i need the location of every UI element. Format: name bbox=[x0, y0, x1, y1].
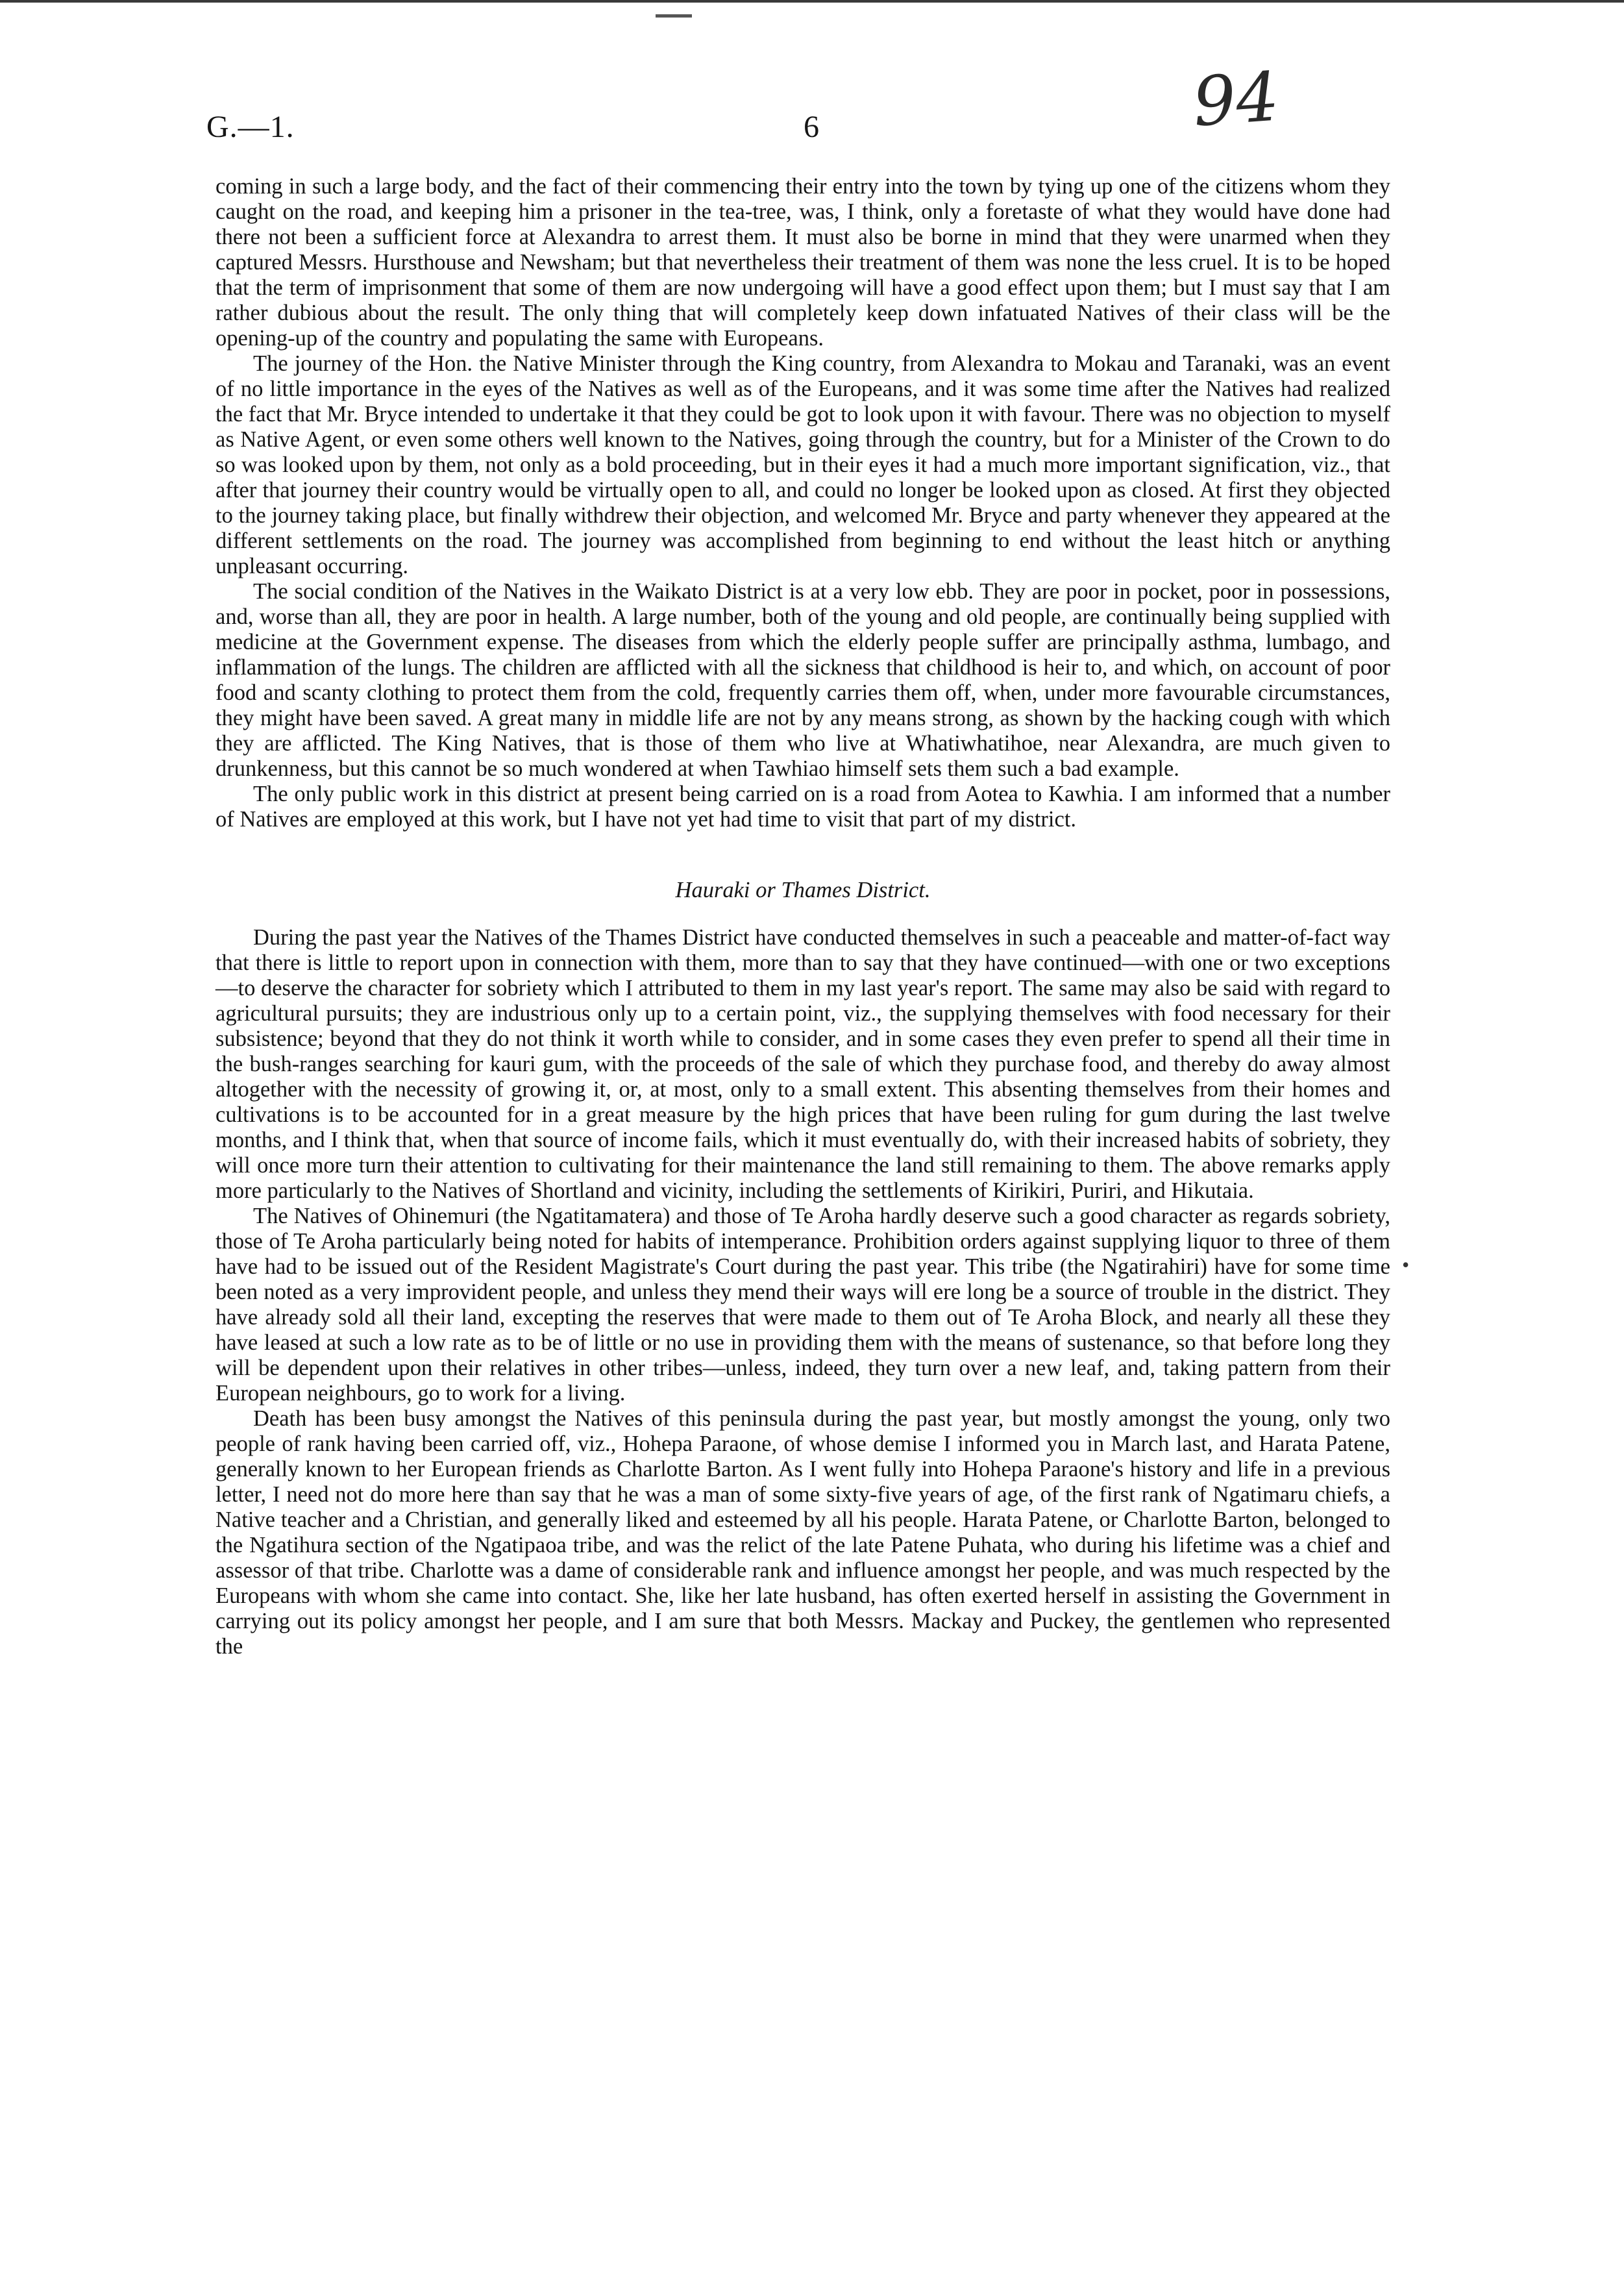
top-mark bbox=[656, 14, 692, 18]
document-body bbox=[215, 174, 1390, 1659]
paragraph-deaths: Death has been busy amongst the Natives of this peninsula during the past year, but mostly amongst the young, only two people of rank having been carried off, viz., Hohepa Paraone, of whose demise I informed you in March last, and Harata Patene, generally known to her European friends as Charlotte Barton. As I went fully into Hohepa Paraone's history and life in a previous letter, I need not do more here than say that he was a man of some sixty-five years of age, of the first rank of Ngatimaru chiefs, a Native teacher and a Christian, and generally liked and esteemed by all his people. Harata Patene, or Charlotte Barton, belonged to the Ngatihura section of the Ngatipaoa tribe, and was the relict of the late Patene Puhata, who during his lifetime was a chief and assessor of that tribe. Charlotte was a dame of considerable rank and influence amongst her people, and was much respected by the Europeans with whom she came into contact. She, like her late husband, has often exerted herself in assisting the Government in carrying out its policy amongst her people, and I am sure that both Messrs. Mackay and Puckey, the gentlemen who represented the bbox=[215, 1406, 1390, 1659]
margin-mark: • bbox=[1402, 1253, 1410, 1276]
paragraph-social-condition: The social condition of the Natives in the Waikato District is at a very low ebb. They are poor in pocket, poor in possessions, and, worse than all, they are poor in health. A large number, both of the young and old people, are continually being supplied with medicine at the Government expense. The diseases from which the elderly people suffer are principally asthma, lumbago, and inflammation of the lungs. The children are afflicted with all the sickness that childhood is heir to, and which, on account of poor food and scanty clothing to protect them from the cold, frequently carries them off, when, under more favourable circumstances, they might have been saved. A great many in middle life are not by any means strong, as shown by the hacking cough with which they are afflicted. The King Natives, that is those of them who live at Whatiwhatihoe, near Alexandra, are much given to drunkenness, but this cannot be so much wondered at when Tawhiao himself sets them such a bad example. bbox=[215, 579, 1390, 781]
top-rule bbox=[0, 0, 1624, 3]
page-number: 6 bbox=[804, 110, 819, 144]
paragraph-ministers-journey: The journey of the Hon. the Native Minister through the King country, from Alexandra to Mokau and Taranaki, was an event of no little importance in the eyes of the Natives as well as of the Europeans, and it was some time after the Natives had realized the fact that Mr. Bryce intended to undertake it that they could be got to look upon it with favour. There was no objection to myself as Native Agent, or even some others well known to the Natives, going through the country, but for a Minister of the Crown to do so was looked upon by them, not only as a bold proceeding, but in their eyes it had a much more important signification, viz., that after that journey their country would be virtually open to all, and could no longer be looked upon as closed. At first they objected to the journey taking place, but finally withdrew their objection, and welcomed Mr. Bryce and party whenever they appeared at the different settlements on the road. The journey was accomplished from beginning to end without the least hitch or anything unpleasant occurring. bbox=[215, 351, 1390, 578]
paragraph-continuation: coming in such a large body, and the fact of their commencing their entry into the town by tying up one of the citizens whom they caught on the road, and keeping him a prisoner in the tea-tree, was, I think, only a foretaste of what they would have done had there not been a sufficient force at Alexandra to arrest them. It must also be borne in mind that they were unarmed when they captured Messrs. Hursthouse and Newsham; but that nevertheless their treatment of them was none the less cruel. It is to be hoped that the term of imprisonment that some of them are now undergoing will have a good effect upon them; but I must say that I am rather dubious about the result. The only thing that will completely keep down infatuated Natives of their class will be the opening-up of the country and populating the same with Europeans. bbox=[215, 174, 1390, 351]
report-reference: G.—1. bbox=[206, 110, 295, 144]
paragraph-thames-natives: During the past year the Natives of the Thames District have conducted themselves in such a peaceable and matter-of-fact way that there is little to report upon in connection with them, more than to say that they have continued—with one or two exceptions—to deserve the character for sobriety which I attributed to them in my last year's report. The same may also be said with regard to agricultural pursuits; they are industrious only up to a certain point, viz., the supplying themselves with food necessary for their subsistence; beyond that they do not think it worth while to consider, and in some cases they even prefer to spend all their time in the bush-ranges searching for kauri gum, with the proceeds of the sale of which they purchase food, and thereby do away almost altogether with the necessity of growing it, or, at most, only to a small extent. This absenting themselves from their homes and cultivations is to be accounted for in a great measure by the high prices that have been ruling for gum during the last twelve months, and I think that, when that source of income fails, which it must eventually do, with their increased habits of sobriety, they will once more turn their attention to cultivating for their maintenance the land still remaining to them. The above remarks apply more particularly to the Natives of Shortland and vicinity, including the settlements of Kirikiri, Puriri, and Hikutaia. bbox=[215, 925, 1390, 1203]
section-heading: Hauraki or Thames District. bbox=[675, 878, 931, 902]
handwritten-page-number: 94 bbox=[1190, 56, 1282, 142]
paragraph-ohinemuri: The Natives of Ohinemuri (the Ngatitamatera) and those of Te Aroha hardly deserve such a good character as regards sobriety, those of Te Aroha particularly being noted for habits of intemperance. Prohibition orders against supplying liquor to three of them have had to be issued out of the Resident Magistrate's Court during the past year. This tribe (the Ngatirahiri) have for some time been noted as a very improvident people, and unless they mend their ways will ere long be a source of trouble in the district. They have already sold all their land, excepting the reserves that were made to them out of Te Aroha Block, and nearly all these they have leased at such a low rate as to be of little or no use in providing them with the means of sustenance, so that before long they will be dependent upon their relatives in other tribes—unless, indeed, they turn over a new leaf, and, taking pattern from their European neighbours, go to work for a living. bbox=[215, 1204, 1390, 1406]
paragraph-public-works: The only public work in this district at present being carried on is a road from Aotea to Kawhia. I am informed that a number of Natives are employed at this work, but I have not yet had time to visit that part of my district. bbox=[215, 782, 1390, 832]
